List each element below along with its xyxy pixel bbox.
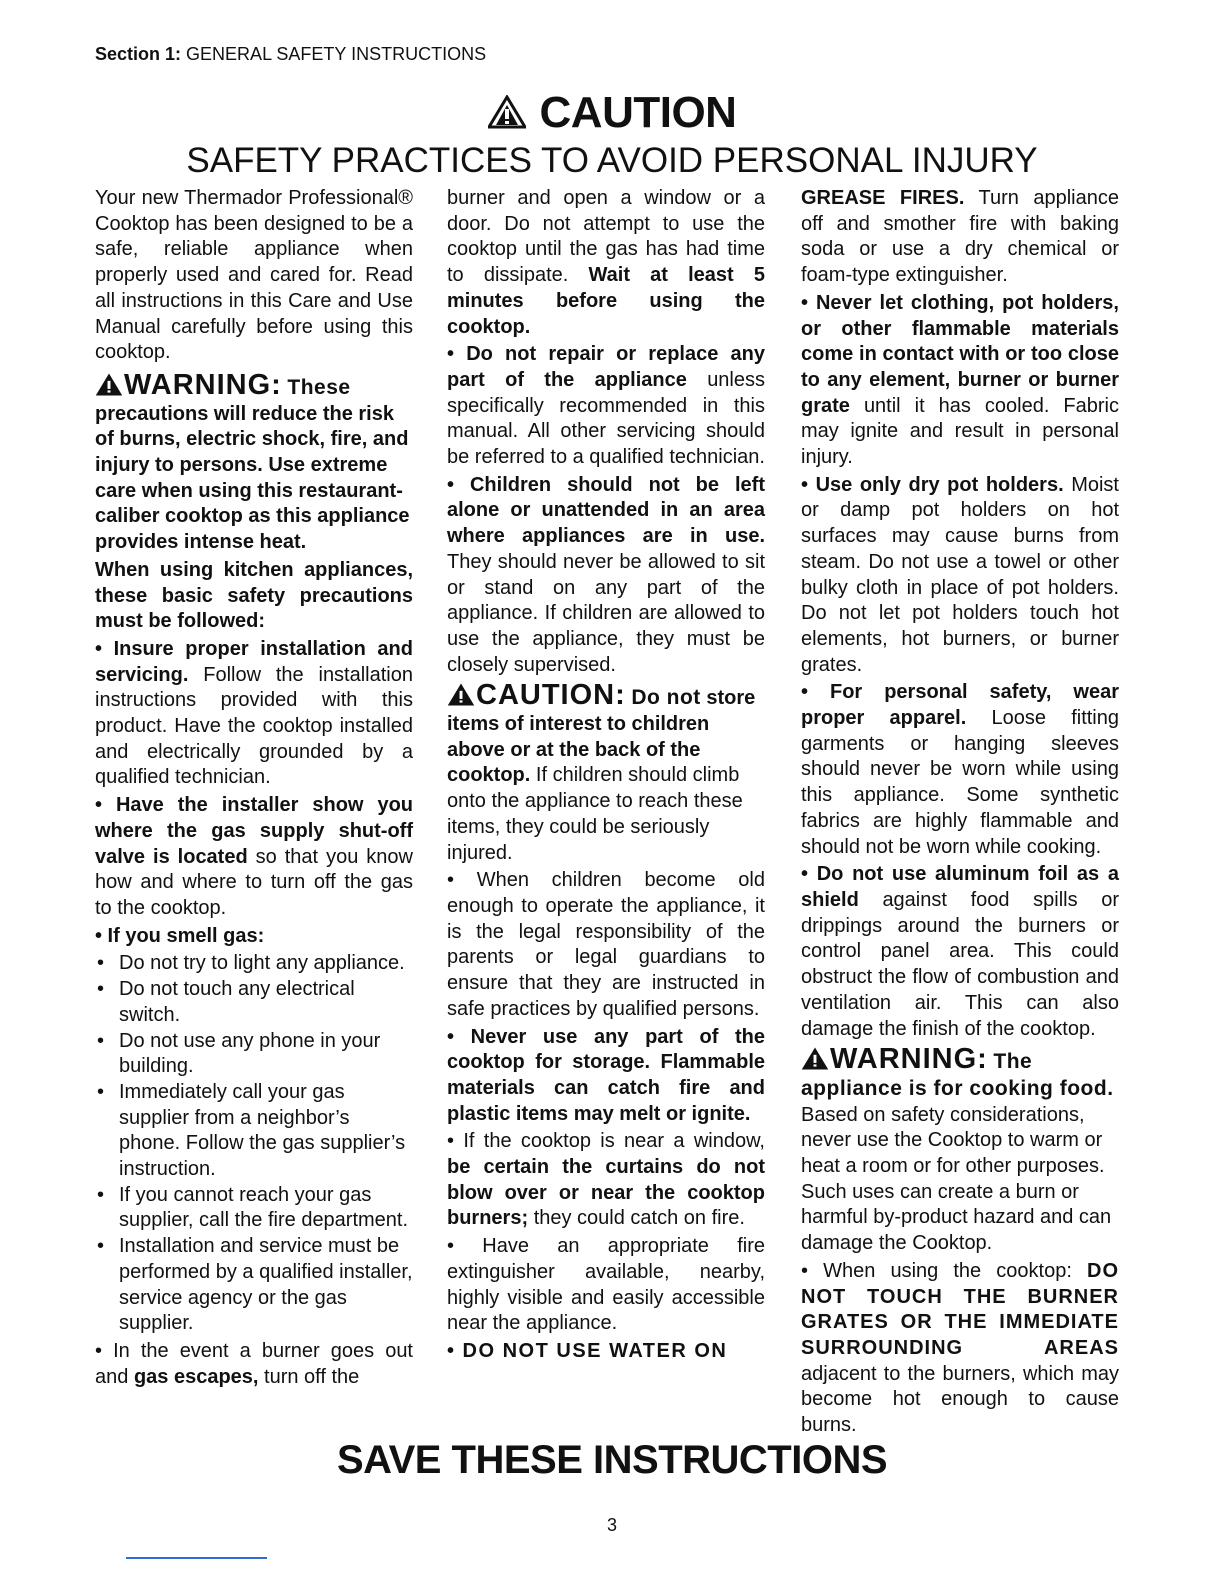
- list-item: • Do not use any phone in your building.: [95, 1029, 413, 1080]
- dissipate-paragraph: [447, 186, 765, 340]
- list-item: • Immediately call your gas supplier from a neighbor’s phone. Follow the gas supplier’s instruction.: [95, 1080, 413, 1183]
- list-item: • If you cannot reach your gas supplier, call the fire department.: [95, 1183, 413, 1234]
- touch-item: [801, 1259, 1119, 1439]
- gas-escapes-bold: gas escapes,: [133, 1365, 259, 1388]
- section-number: Section 1:: [95, 44, 182, 64]
- foil-item: [801, 862, 1119, 1042]
- warning-triangle-icon: [447, 682, 475, 707]
- children-item: [447, 473, 765, 679]
- shutoff-text: so that you know how and where to turn off the gas to the cooktop.: [95, 845, 413, 919]
- warning-label-2: WARNING:: [830, 1043, 988, 1076]
- storage-bold: • Never use any part of the cooktop for storage. Flammable materials can catch fire and plastic items may melt or ignite.: [447, 1025, 765, 1125]
- grease-bold: GREASE FIRES.: [801, 187, 965, 209]
- smell-gas-list: [95, 951, 413, 1337]
- list-item: • Do not touch any electrical switch.: [95, 977, 413, 1028]
- storage-item: [447, 1025, 765, 1128]
- clothing-item: [801, 291, 1119, 471]
- apparel-bold: • For personal safety, wear proper apparel.: [801, 681, 1119, 730]
- page-number: 3: [606, 1515, 617, 1535]
- caution-block: [447, 680, 765, 866]
- window-text-2: they could catch on fire.: [533, 1207, 745, 1230]
- extinguisher-item: • Have an appropriate fire extinguisher available, nearby, highly visible and easily accessible near the appliance.: [447, 1235, 765, 1335]
- clothing-text: until it has cooled. Fabric may ignite and result in personal injury.: [801, 394, 1119, 469]
- list-item: • Installation and service must be performed by a qualified installer, service agency or the gas supplier.: [95, 1234, 413, 1337]
- warning-heading: [95, 369, 282, 401]
- dissipate-text: burner and open a window or a door. Do not attempt to use the cooktop until the gas has had time to dissipate.: [447, 187, 765, 287]
- list-item: • Do not try to light any appliance.: [95, 951, 413, 977]
- warning-triangle-icon: [801, 1046, 829, 1071]
- touch-text: • When using the cooktop:: [801, 1259, 1072, 1282]
- page-title: SAFETY PRACTICES TO AVOID PERSONAL INJURY: [186, 141, 1038, 180]
- footer-rule: [126, 1557, 267, 1559]
- shutoff-item: [95, 793, 413, 922]
- smell-gas-text: • If you smell gas:: [95, 924, 265, 947]
- shutoff-bold: • Have the installer show you where the gas supply shut-off valve is located: [95, 794, 413, 868]
- caution-lead: Do not: [631, 686, 701, 710]
- install-item: [95, 637, 413, 791]
- smell-gas-heading: [95, 924, 413, 950]
- basic-precautions-heading: [95, 558, 413, 635]
- wait-bold: Wait at least 5 minutes before using the cooktop.: [447, 264, 765, 338]
- legal-item: • When children become old enough to operate the appliance, it is the legal responsibility of the parents or legal guardians to ensure that they are instructed in safe practices by qualified persons.: [447, 869, 765, 1020]
- dry-text: Moist or damp pot holders on hot surfaces may cause burns from steam. Do not use a towel or other bulky cloth in place of pot holders. Do not let pot holders touch hot elements, hot burners, or burner grates.: [801, 473, 1119, 676]
- window-bold: be certain the curtains do not blow over or near the cooktop burners;: [447, 1156, 765, 1230]
- children-text: They should never be allowed to sit or stand on any part of the appliance. If children are allowed to use the appliance, they must be closely supervised.: [447, 550, 765, 676]
- apparel-text: Loose fitting garments or hanging sleeves should never be worn while using this appliance. Some synthetic fabrics are highly flammable and should not be worn while cooking.: [801, 707, 1119, 858]
- basic-precautions-text: When using kitchen appliances, these basic safety precautions must be followed:: [95, 558, 413, 633]
- window-item: [447, 1129, 765, 1232]
- caution-bold: store items of interest to children above or at the back of the cooktop.: [447, 687, 756, 787]
- repair-text: unless specifically recommended in this manual. All other servicing should be referred to a qualified technician.: [447, 368, 765, 469]
- caution-heading-small: [447, 679, 626, 711]
- warning-triangle-icon: [488, 95, 526, 129]
- clothing-bold: • Never let clothing, pot holders, or other flammable materials come in contact with or too close to any element, burner or burner grate: [801, 291, 1119, 417]
- warning-lead-2: The appliance is for cooking food.: [801, 1050, 1114, 1100]
- touch-text-2: adjacent to the burners, which may become hot enough to cause burns.: [801, 1362, 1119, 1437]
- intro-paragraph: Your new Thermador Professional® Cooktop has been designed to be a safe, reliable appliance when properly used and cared for. Read all instructions in this Care and Use Manual carefully before using this cooktop.: [95, 187, 413, 364]
- warning-lead: These: [287, 375, 351, 399]
- grease-item: [801, 186, 1119, 289]
- repair-item: [447, 342, 765, 471]
- water-item: [447, 1339, 765, 1365]
- touch-bold: DO NOT TOUCH THE BURNER GRATES OR THE IMMEDIATE SURROUNDING AREAS: [801, 1259, 1119, 1359]
- install-bold: • Insure proper installation and servicing.: [95, 637, 413, 686]
- column-2: [447, 186, 765, 1367]
- grease-text: Turn appliance off and smother fire with baking soda or use a dry chemical or foam-type extinguisher.: [801, 187, 1119, 287]
- apparel-item: [801, 680, 1119, 860]
- foil-bold: • Do not use aluminum foil as a shield: [801, 863, 1119, 911]
- caution-heading: [0, 88, 1224, 138]
- warning-text-2: Based on safety considerations, never use the Cooktop to warm or heat a room or for other purposes. Such uses can create a burn or harmful by-product hazard and can damage the Cooktop.: [801, 1103, 1112, 1255]
- install-text: Follow the installation instructions provided with this product. Have the cooktop installed and electrically grounded by a qualified technician.: [95, 663, 413, 789]
- water-bold: • DO NOT USE WATER ON: [447, 1339, 728, 1362]
- window-text: • If the cooktop is near a window,: [447, 1130, 765, 1153]
- caution-label: CAUTION:: [476, 679, 626, 712]
- warning-block-2: [801, 1044, 1119, 1257]
- warning-block: [95, 370, 413, 556]
- dry-bold: • Use only dry pot holders.: [801, 473, 1064, 496]
- caution-text: If children should climb onto the appliance to reach these items, they could be seriously injured.: [447, 764, 743, 864]
- foil-text: against food spills or drippings around the burners or control panel area. This could obstruct the flow of combustion and ventilation air. This can also damage the finish of the cooktop.: [801, 888, 1119, 1040]
- caution-title-text: CAUTION: [539, 88, 737, 137]
- warning-heading-2: [801, 1043, 988, 1075]
- dry-holders-item: [801, 473, 1119, 679]
- section-header: [95, 44, 486, 65]
- burner-out-text: • In the event a burner goes out and: [95, 1339, 413, 1388]
- warning-text: precautions will reduce the risk of burns, electric shock, fire, and injury to persons. Use extreme care when using this restaurant-caliber cooktop as this appliance provides intense heat.: [95, 402, 410, 554]
- repair-bold: • Do not repair or replace any part of the appliance: [447, 343, 765, 391]
- section-title: GENERAL SAFETY INSTRUCTIONS: [186, 44, 487, 64]
- warning-triangle-icon: [95, 372, 123, 397]
- warning-label: WARNING:: [124, 368, 282, 401]
- column-1: [95, 186, 413, 1392]
- column-3: [801, 186, 1119, 1441]
- children-bold: • Children should not be left alone or unattended in an area where appliances are in use.: [447, 473, 765, 548]
- burner-out-item: [95, 1339, 413, 1390]
- save-instructions-heading: SAVE THESE INSTRUCTIONS: [336, 1438, 888, 1482]
- burner-out-text-2: turn off the: [264, 1365, 360, 1388]
